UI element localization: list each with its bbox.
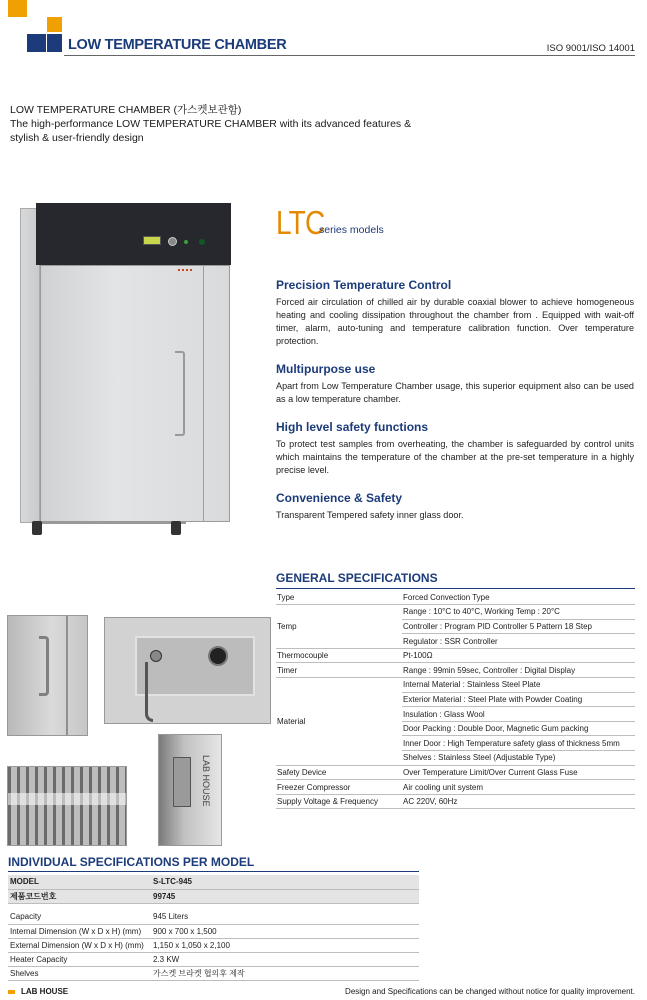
iso-certification: ISO 9001/ISO 14001 bbox=[546, 43, 635, 54]
handle-shape bbox=[39, 636, 49, 696]
page-title: LOW TEMPERATURE CHAMBER bbox=[68, 37, 287, 53]
caster-wheel-left bbox=[32, 521, 42, 535]
series-suffix: series models bbox=[319, 224, 384, 236]
spec-value: Range : 10°C to 40°C, Working Temp : 20°C bbox=[402, 605, 635, 620]
warning-sticker bbox=[178, 269, 192, 273]
model-spec-row bbox=[8, 966, 419, 980]
power-lamp bbox=[184, 240, 188, 244]
individual-specs-divider bbox=[8, 871, 419, 872]
model-header-row bbox=[8, 889, 419, 903]
spec-value: Internal Material : Stainless Steel Plate bbox=[402, 678, 635, 693]
hinge-shape bbox=[173, 757, 191, 807]
spec-row bbox=[276, 794, 635, 809]
spec-row bbox=[276, 590, 635, 605]
model-spec-row bbox=[8, 910, 419, 924]
model-spec-key: Heater Capacity bbox=[8, 952, 151, 966]
spec-value: AC 220V, 60Hz bbox=[402, 794, 635, 809]
spec-value: Pt-100Ω bbox=[402, 648, 635, 663]
spec-row bbox=[276, 678, 635, 693]
model-spec-value: 2.3 KW bbox=[151, 952, 419, 966]
feature-title-precision: Precision Temperature Control bbox=[276, 278, 452, 292]
model-header-row bbox=[8, 875, 419, 889]
feature-text-precision: Forced air circulation of chilled air by durable coaxial blower to achieve homogeneous heating and cooling dissipation throughout the chamber from . Equipped with wait-off timer, alarm, auto-tuning and temperature calibration function. Over temperature protection. bbox=[276, 297, 634, 346]
model-spec-key: External Dimension (W x D x H) (mm) bbox=[8, 938, 151, 952]
model-spec-row bbox=[8, 924, 419, 938]
photo-brand-text: LAB HOUSE bbox=[201, 755, 211, 807]
spec-value: Inner Door : High Temperature safety glass of thickness 5mm bbox=[402, 736, 635, 751]
intro-text bbox=[10, 103, 440, 145]
table-spacer-cell bbox=[8, 903, 419, 910]
spec-value: Air cooling unit system bbox=[402, 780, 635, 795]
logo-square-orange bbox=[8, 0, 27, 17]
footer-brand: LAB HOUSE bbox=[21, 987, 69, 996]
header-divider bbox=[64, 55, 635, 56]
model-spec-key: Internal Dimension (W x D x H) (mm) bbox=[8, 924, 151, 938]
spec-key: Material bbox=[276, 678, 402, 766]
spec-value: Shelves : Stainless Steel (Adjustable Type) bbox=[402, 751, 635, 766]
spec-key: Supply Voltage & Frequency bbox=[276, 794, 402, 809]
spec-value: Over Temperature Limit/Over Current Glass Fuse bbox=[402, 765, 635, 780]
spec-value: Door Packing : Double Door, Magnetic Gum packing bbox=[402, 721, 635, 736]
intro-line-1: LOW TEMPERATURE CHAMBER (가스켓보관함) bbox=[10, 104, 242, 116]
spec-key: Safety Device bbox=[276, 765, 402, 780]
spec-value: Exterior Material : Steel Plate with Powder Coating bbox=[402, 692, 635, 707]
spec-key: Thermocouple bbox=[276, 648, 402, 663]
footer-square-orange bbox=[8, 990, 15, 994]
feature-text-convenience: Transparent Tempered safety inner glass door. bbox=[276, 510, 464, 520]
controller-knob bbox=[168, 237, 177, 246]
spec-row bbox=[276, 765, 635, 780]
model-spec-value: 1,150 x 1,050 x 2,100 bbox=[151, 938, 419, 952]
general-specs-divider bbox=[276, 588, 635, 589]
inner-shelves-photo bbox=[7, 766, 127, 846]
model-spec-value: 945 Liters bbox=[151, 910, 419, 924]
model-spec-value: 900 x 700 x 1,500 bbox=[151, 924, 419, 938]
door-seam bbox=[66, 616, 68, 736]
spec-row bbox=[276, 780, 635, 795]
general-specs-title: GENERAL SPECIFICATIONS bbox=[276, 571, 438, 585]
model-spec-value: 가스켓 브라켓 협의후 제작 bbox=[151, 966, 419, 980]
controller-display bbox=[143, 236, 161, 245]
spec-value: Insulation : Glass Wool bbox=[402, 707, 635, 722]
control-port-photo bbox=[104, 617, 271, 724]
caster-wheel-right bbox=[171, 521, 181, 535]
spec-value: Regulator : SSR Controller bbox=[402, 634, 635, 649]
feature-title-convenience: Convenience & Safety bbox=[276, 491, 403, 505]
power-switch bbox=[199, 239, 205, 245]
spec-value: Range : 99min 59sec, Controller : Digital Display bbox=[402, 663, 635, 678]
model-spec-row bbox=[8, 938, 419, 952]
logo-square-navy bbox=[27, 34, 46, 52]
logo-square-orange-small bbox=[47, 17, 62, 32]
footer-note: Design and Specifications can be changed without notice for quality improvement. bbox=[345, 987, 635, 996]
recessed-panel bbox=[135, 636, 255, 696]
model-spec-key: Capacity bbox=[8, 910, 151, 924]
individual-specs-title: INDIVIDUAL SPECIFICATIONS PER MODEL bbox=[8, 855, 255, 869]
spec-key: Freezer Compressor bbox=[276, 780, 402, 795]
feature-text-safety: To protect test samples from overheating, the chamber is safeguarded by control units which maintains the temperature of the chamber at the pre-set temperature in a highly precise level. bbox=[276, 439, 634, 475]
intro-line-2: The high-performance LOW TEMPERATURE CHAMBER with its advanced features & stylish & user-friendly design bbox=[10, 118, 412, 144]
model-spec-key: Shelves bbox=[8, 966, 151, 980]
model-spec-row bbox=[8, 952, 419, 966]
feature-title-multipurpose: Multipurpose use bbox=[276, 362, 376, 376]
spec-value: Forced Convection Type bbox=[402, 590, 635, 605]
door-handle bbox=[175, 351, 185, 436]
model-spec-value: S-LTC-945 bbox=[151, 875, 419, 889]
general-specs-table bbox=[276, 590, 635, 809]
hinge-photo bbox=[158, 734, 222, 846]
shelf-reflection bbox=[8, 793, 127, 805]
chamber-door-edge bbox=[203, 265, 204, 522]
individual-specs-table bbox=[8, 875, 419, 981]
spec-row bbox=[276, 663, 635, 678]
dial-knob bbox=[208, 646, 228, 666]
table-spacer bbox=[8, 903, 419, 910]
model-spec-key: MODEL bbox=[8, 875, 151, 889]
chamber-control-panel bbox=[36, 203, 231, 265]
cable bbox=[145, 662, 153, 722]
spec-row bbox=[276, 648, 635, 663]
chamber-base bbox=[36, 521, 186, 524]
chamber-product-image bbox=[18, 203, 218, 538]
feature-title-safety: High level safety functions bbox=[276, 420, 429, 434]
chamber-door bbox=[40, 265, 230, 522]
logo-square-navy-right bbox=[47, 34, 62, 52]
spec-key: Temp bbox=[276, 605, 402, 649]
model-spec-value: 99745 bbox=[151, 889, 419, 903]
spec-row bbox=[276, 605, 635, 620]
model-spec-key: 제품코드번호 bbox=[8, 889, 151, 903]
feature-text-multipurpose: Apart from Low Temperature Chamber usage, this superior equipment also can be used as a low temperature chamber. bbox=[276, 381, 634, 404]
spec-key: Type bbox=[276, 590, 402, 605]
spec-value: Controller : Program PID Controller 5 Pattern 18 Step bbox=[402, 619, 635, 634]
door-handle-photo bbox=[7, 615, 88, 736]
cable-port bbox=[150, 650, 162, 662]
spec-key: Timer bbox=[276, 663, 402, 678]
series-name: LTC bbox=[276, 204, 325, 241]
